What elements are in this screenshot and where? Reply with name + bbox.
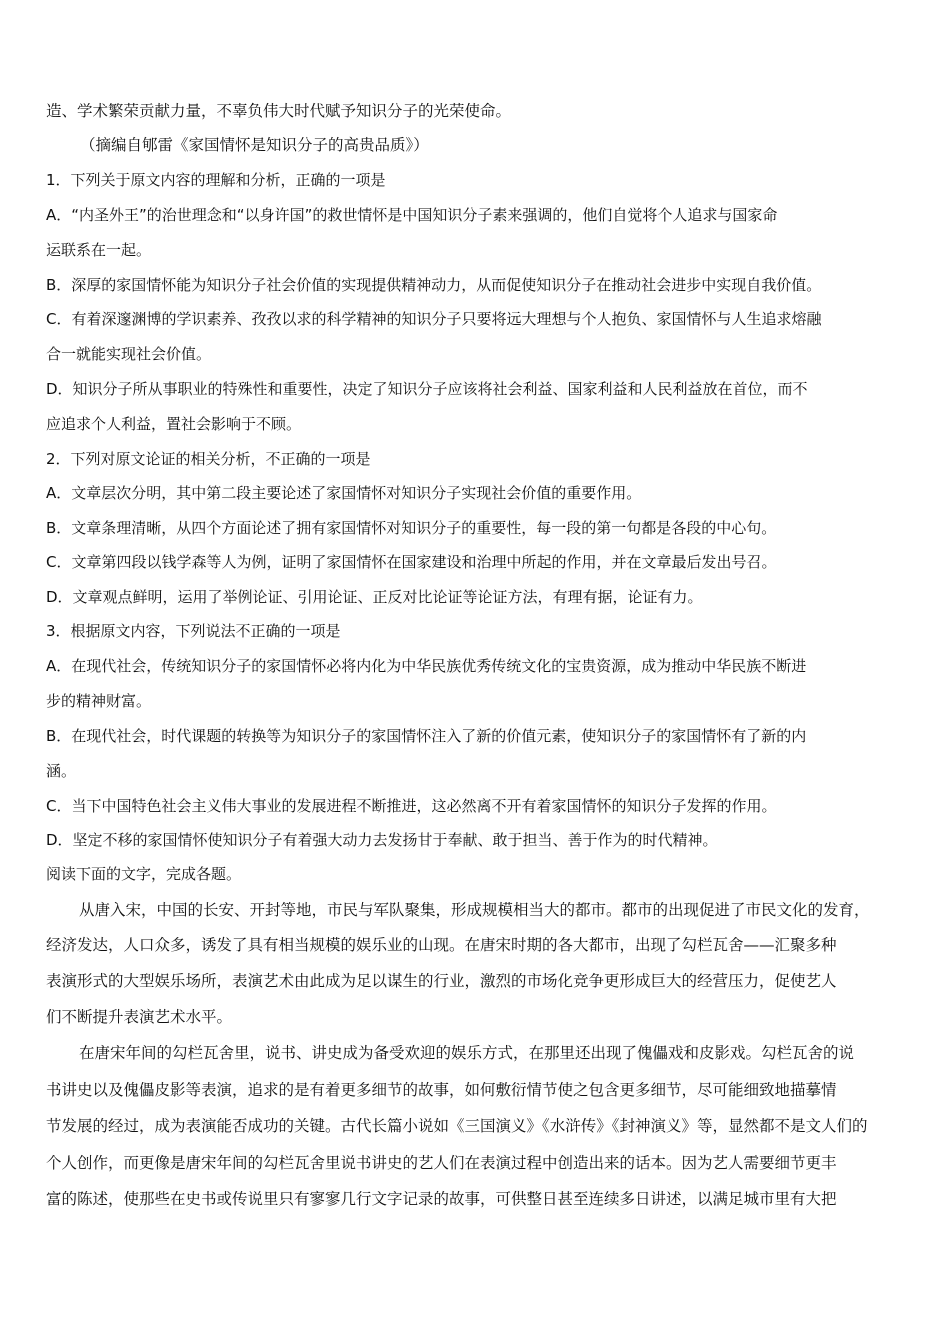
paragraph-1-line: 从唐入宋，中国的长安、开封等地，市民与军队聚集，形成规模相当大的都市。都市的出现促进了市民文化的发育， — [79, 901, 870, 919]
paragraph-1-line: 们不断提升表演艺术水平。 — [46, 1008, 233, 1026]
question-2-stem: 2．下列对原文论证的相关分析，不正确的一项是 — [46, 450, 371, 468]
paragraph-1-line: 经济发达，人口众多，诱发了具有相当规模的娱乐业的山现。在唐宋时期的各大都市，出现了勾栏瓦舍——汇聚多种 — [46, 936, 837, 954]
question-1-option-b: B．深厚的家国情怀能为知识分子社会价值的实现提供精神动力，从而促使知识分子在推动社会进步中实现自我价值。 — [46, 276, 822, 294]
question-1-option-a: A．“内圣外王”的治世理念和“以身许国”的救世情怀是中国知识分子素来强调的，他们自觉将个人追求与国家命 — [46, 206, 778, 224]
question-3-option-b-cont: 涵。 — [46, 762, 77, 780]
question-1-option-d-cont: 应追求个人利益，置社会影响于不顾。 — [46, 415, 302, 433]
paragraph-2-line: 在唐宋年间的勾栏瓦舍里，说书、讲史成为备受欢迎的娱乐方式，在那里还出现了傀儡戏和皮影戏。勾栏瓦舍的说 — [79, 1044, 855, 1062]
paragraph-2-line: 节发展的经过，成为表演能否成功的关键。古代长篇小说如《三国演义》《水浒传》《封神演义》等，显然都不是文人们的 — [46, 1117, 868, 1135]
paragraph-1-line: 表演形式的大型娱乐场所，表演艺术由此成为足以谋生的行业，激烈的市场化竞争更形成巨大的经营压力，促使艺人 — [46, 972, 837, 990]
question-2-option-a: A．文章层次分明，其中第二段主要论述了家国情怀对知识分子实现社会价值的重要作用。 — [46, 484, 642, 502]
reading-instruction: 阅读下面的文字，完成各题。 — [46, 865, 242, 883]
question-1-option-c-cont: 合一就能实现社会价值。 — [46, 345, 212, 363]
question-1-option-d: D．知识分子所从事职业的特殊性和重要性，决定了知识分子应该将社会利益、国家利益和人民利益放在首位，而不 — [46, 380, 808, 398]
paragraph-2-line: 富的陈述，使那些在史书或传说里只有寥寥几行文字记录的故事，可供整日甚至连续多日讲述，以满足城市里有大把 — [46, 1190, 837, 1208]
passage-closing-line: 造、学术繁荣贡献力量，不辜负伟大时代赋予知识分子的光荣使命。 — [46, 102, 512, 120]
question-1-option-a-cont: 运联系在一起。 — [46, 241, 152, 259]
question-2-option-c: C．文章第四段以钱学森等人为例，证明了家国情怀在国家建设和治理中所起的作用，并在文章最后发出号召。 — [46, 553, 777, 571]
question-3-option-b: B．在现代社会，时代课题的转换等为知识分子的家国情怀注入了新的价值元素，使知识分子的家国情怀有了新的内 — [46, 727, 807, 745]
question-3-option-a-cont: 步的精神财富。 — [46, 692, 152, 710]
question-3-option-a: A．在现代社会，传统知识分子的家国情怀必将内化为中华民族优秀传统文化的宝贵资源，成为推动中华民族不断进 — [46, 657, 807, 675]
passage-source: （摘编自郇雷《家国情怀是知识分子的高贵品质》） — [80, 136, 429, 154]
question-2-option-d: D．文章观点鲜明，运用了举例论证、引用论证、正反对比论证等论证方法，有理有据，论证有力。 — [46, 588, 703, 606]
paragraph-2-line: 书讲史以及傀儡皮影等表演，追求的是有着更多细节的故事，如何敷衍情节使之包含更多细节，尽可能细致地描摹情 — [46, 1081, 837, 1099]
question-1-option-c: C．有着深邃渊博的学识素养、孜孜以求的科学精神的知识分子只要将远大理想与个人抱负、家国情怀与人生追求熔融 — [46, 310, 822, 328]
question-3-option-d: D．坚定不移的家国情怀使知识分子有着强大动力去发扬甘于奉献、敢于担当、善于作为的时代精神。 — [46, 831, 718, 849]
question-3-stem: 3．根据原文内容，下列说法不正确的一项是 — [46, 622, 341, 640]
paragraph-2-line: 个人创作，而更像是唐宋年间的勾栏瓦舍里说书讲史的艺人们在表演过程中创造出来的话本。因为艺人需要细节更丰 — [46, 1154, 837, 1172]
question-3-option-c: C．当下中国特色社会主义伟大事业的发展进程不断推进，这必然离不开有着家国情怀的知识分子发挥的作用。 — [46, 797, 777, 815]
question-2-option-b: B．文章条理清晰，从四个方面论述了拥有家国情怀对知识分子的重要性，每一段的第一句都是各段的中心句。 — [46, 519, 777, 537]
question-1-stem: 1．下列关于原文内容的理解和分析，正确的一项是 — [46, 171, 386, 189]
